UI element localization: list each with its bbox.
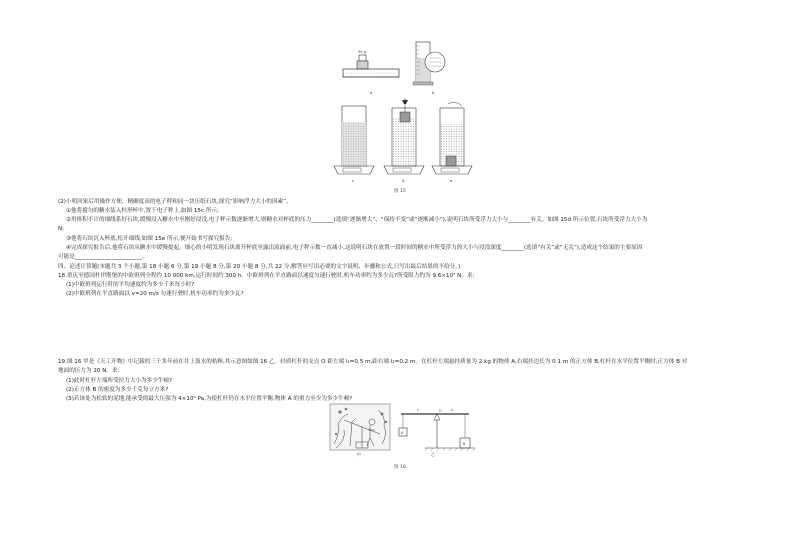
figure-15-sub-d: d [402,178,405,183]
q17-step4: ④完成探究报告后,他将石块从糖水中缓慢提起。细心的小明发现石块离开杯底至露出液面前,电子秤示数一直减小,这说明石块在放置一段时间的糖水中所受浮力的大小与浸没深度________(选填“有关”或“无关”),造成这个结果的主要原因 [66,245,643,251]
figure-15e-stone-bottom [428,98,478,183]
figure-15-sub-e: e [450,178,453,183]
figure-15d-stone-hanging [380,98,430,183]
weight-label: 50 g [358,50,366,54]
q19-part2: (2)正方体 B 的密度为多少千克每立方米? [66,387,169,393]
figure-15-caption: 图 15 [394,189,406,194]
figure-16-sub-jia: 甲 [357,452,361,457]
figure-15-sub-a: a [370,90,373,95]
q17-step1: ①他将搅匀的糖水装入柱形杯中,置于电子秤上,如图 15c 所示; [66,208,219,214]
figure-15-sub-c: c [352,178,355,183]
q17-step3: ③他将石块沉入杯底,松开细线,如图 15e 所示,便开始书写探究报告; [66,236,233,242]
section-4-heading: 四、论述计算题(本题共 3 个小题,第 18 小题 6 分,第 19 小题 8 分,第 20 小题 8 分,共 22 分,解答应写出必要的文字说明、步骤和公式,只写出最后结果的不给分。) [58,264,461,270]
figure-15-sub-b: b [432,90,435,95]
figure-16-jia-illustration [330,404,390,456]
q17-part2-intro: (2)小明回家后用操作方便、精确度高的电子秤和同一块压纸石块,探究“影响浮力大小的因素”。 [58,199,292,205]
figure-15b-cylinder-diagram [408,36,458,96]
q18-part1: (1)中欧班列运行时的平均速度约为多少千米每小时? [66,282,195,288]
q19-stem: 19.图 16 甲是《天工开物》中记载的三千多年前在井上汲水的桔槔,其示意图如图 16 乙。轻质杠杆的支点 O 距左端 l₁=0.5 m,距右端 l₂=0.2 m。在杠杆左端悬挂质量为 2 kg 的物体 A,右端挂边长为 0.1 m 的正方体 B,杠杆在水平位置平衡时,正方体 B 对 [58,359,688,365]
figure-15c-cup-on-scale [330,98,380,183]
q19-part3: (3)若该处为松软的泥地,能承受的最大压强为 4×10³ Pa,为使杠杆仍在水平位置平衡,物体 A 的重力至少为多少牛顿? [66,396,353,402]
figure-15a-scale-diagram [340,46,400,96]
q19-part1: (1)此时杠杆左端所受拉力大小为多少牛顿? [66,378,172,384]
figure-16-yi-lever-diagram [395,404,475,456]
q17-step4-cont: 可能是________________________。 [58,254,148,260]
label-a: A [401,431,404,435]
label-l2: l₂ [451,408,454,412]
figure-16-caption: 图 16 [394,465,406,470]
label-o: O [439,409,442,413]
q18-stem: 18.重庆至德国杜伊斯堡的中欧班列全程约 10 000 km,运行时间约 300 h。中欧班列在平直路面以速度匀速行驶时,机车功率约为多少瓦?所受阻力约为 9.6×10⁷ N。求: [58,273,475,279]
q19-stem-cont: 地面的压力为 20 N。求: [58,368,120,374]
label-b: B [463,442,466,446]
q17-step2-unit: N; [58,226,65,232]
label-l1: l₁ [417,408,420,412]
figure-16-sub-yi: 乙 [431,452,435,457]
q18-part2: (2)中欧班列在平直路面以 v=20 m/s 匀速行驶时,机车功率约为多少瓦? [66,291,244,297]
q17-step2: ②用体积不计的细线系好石块,缓慢浸入糖水中至刚好浸没,电子秤示数逐渐增大,则糖水对杯底的压力________(选填“逐渐增大”、“保持不变”或“逐渐减小”),说明石块所受浮力大小与________有关。如图 15d 所示位置,石块所受浮力大小为 [66,217,648,223]
